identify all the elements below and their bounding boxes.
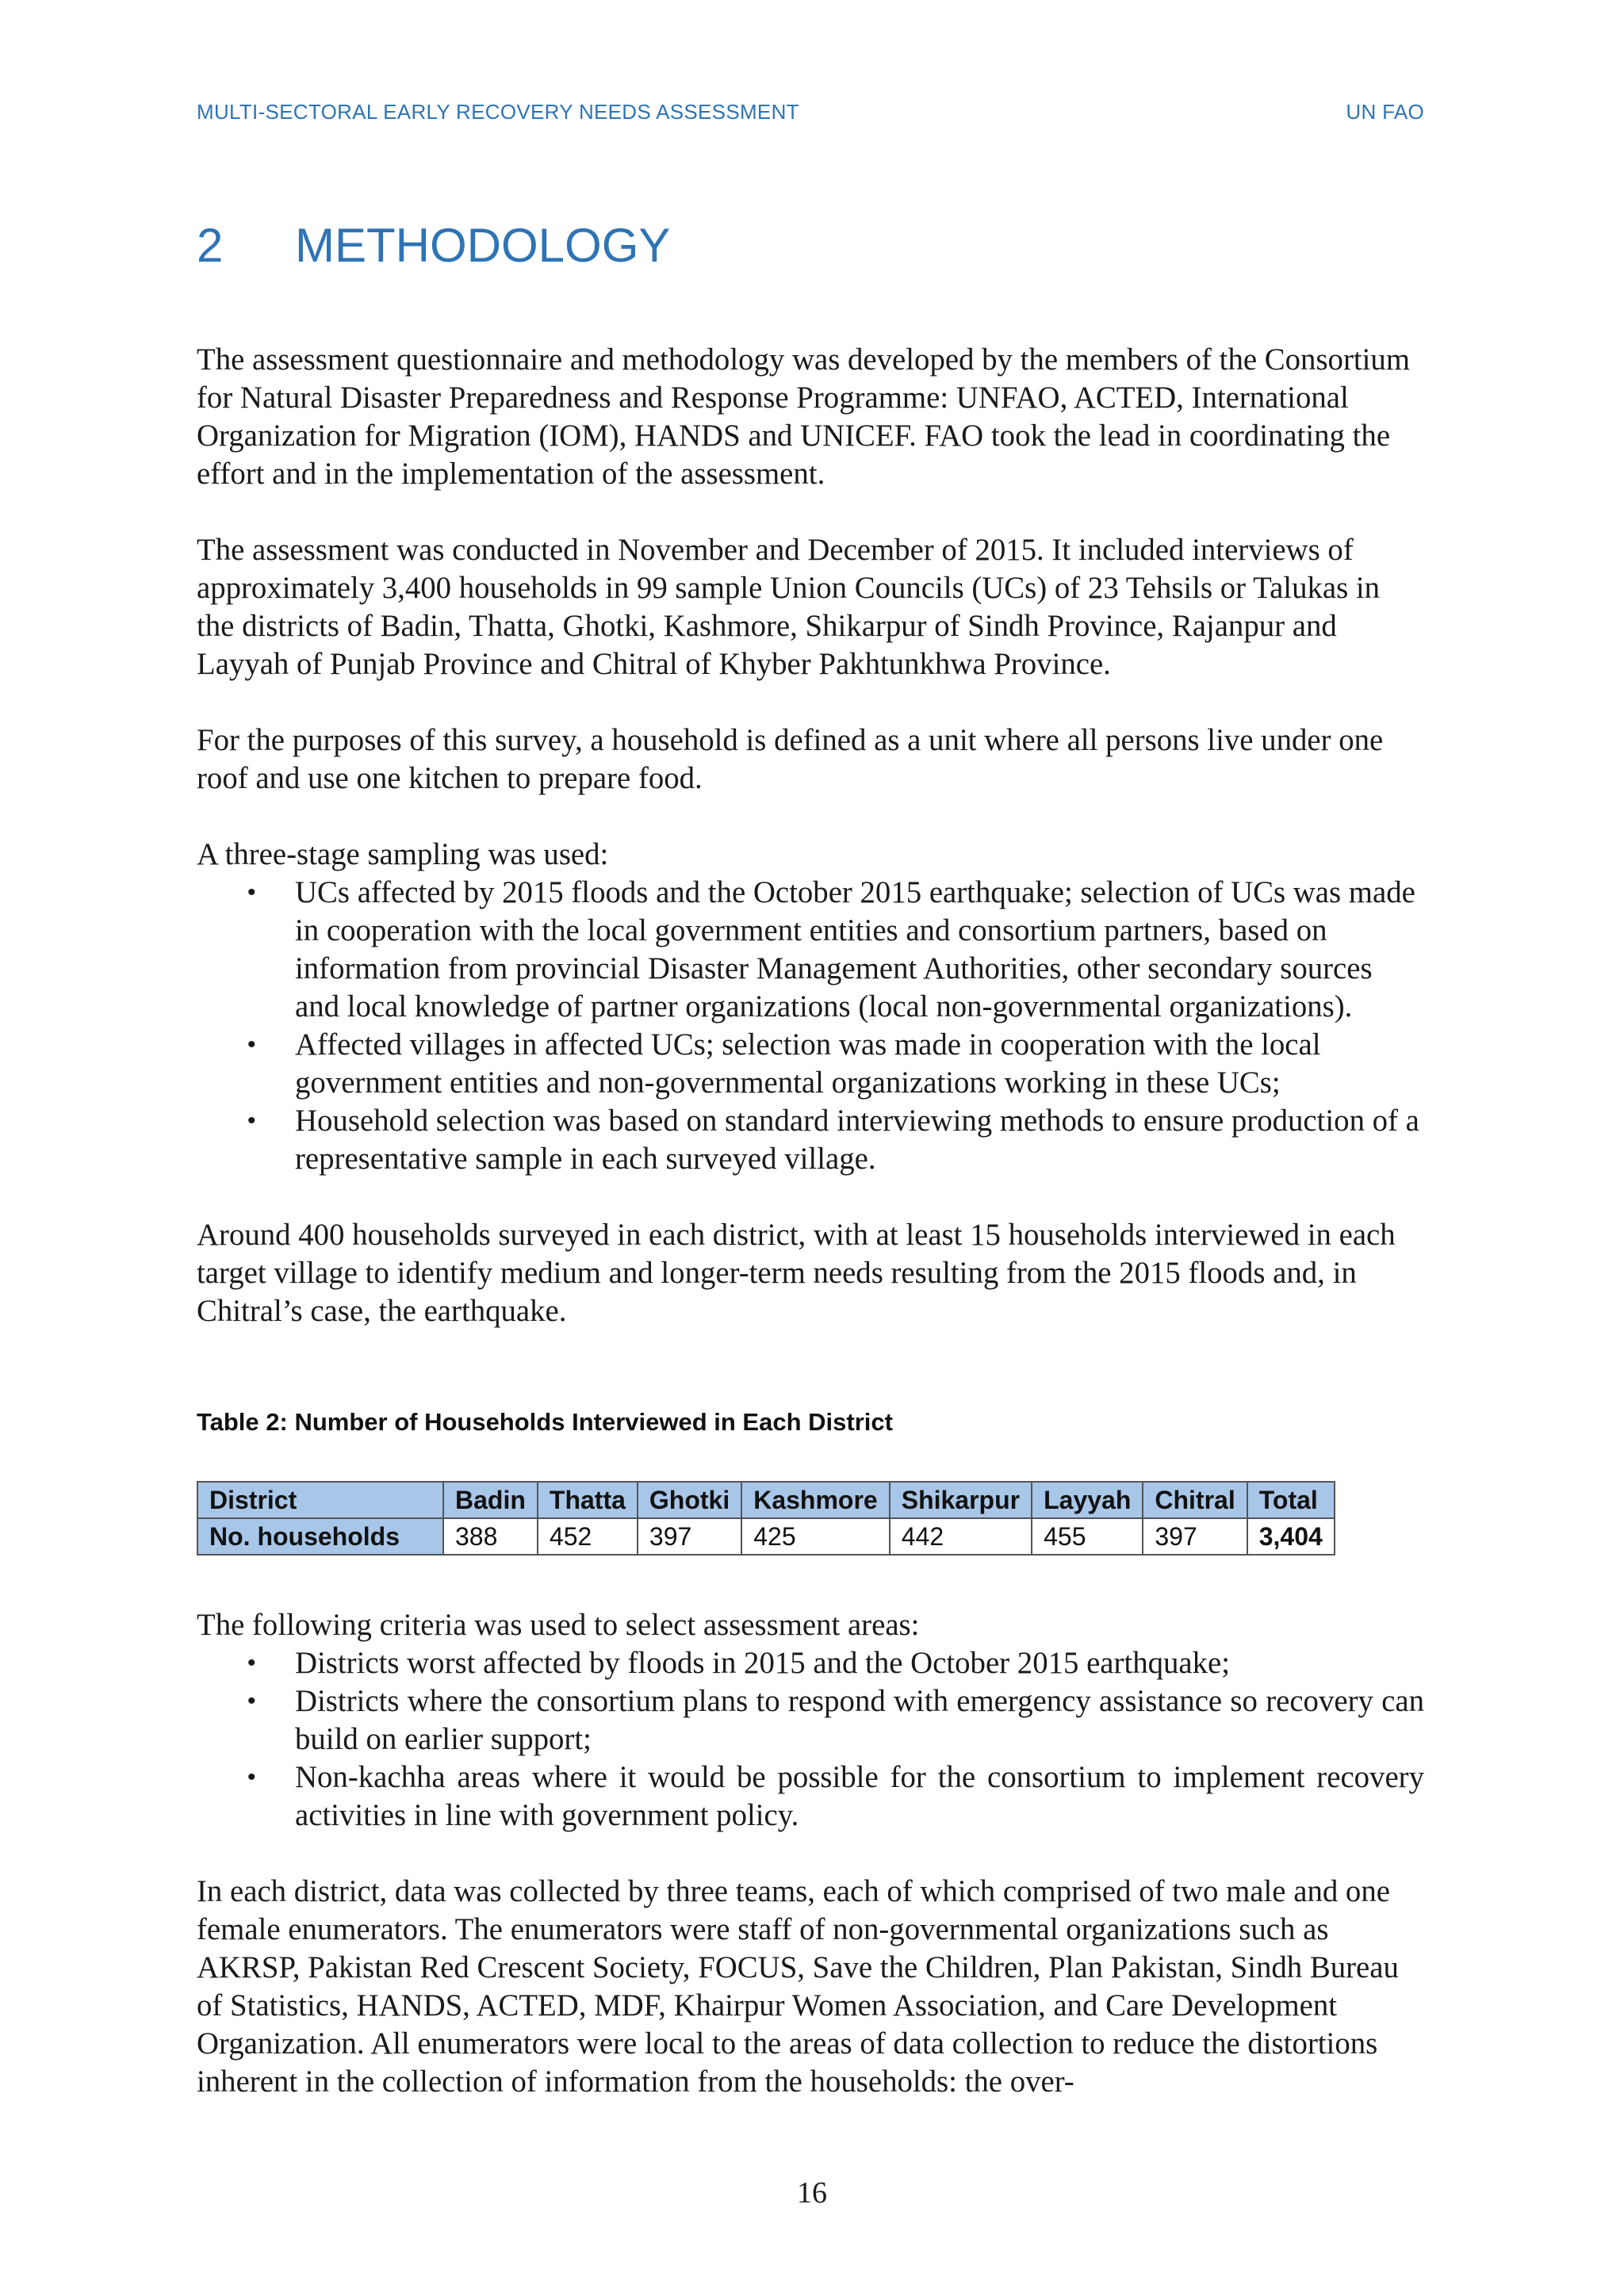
table-total-cell: 3,404 [1247,1518,1335,1555]
paragraph-survey-size: Around 400 households surveyed in each district, with at least 15 households interviewed in each target village to identify medium and longer-term needs resulting from the 2015 floods and, in Chitral’s case, the earthquake. [197,1218,1396,1328]
bullet-icon: • [247,1031,256,1058]
paragraph-data-collection: In each district, data was collected by three teams, each of which comprised of two male and one female enumerators. The enumerators were staff of non-governmental organizations such as AKRSP, Pakistan Red Crescent Society, FOCUS, Save the Children, Plan Pakistan, Sindh Bureau of Statistics, HANDS, ACTED, MDF, Khairpur Women Association, and Care Development Organization. All enumerators were local to the areas of data collection to reduce the distortions inherent in the collection of information from the households: the over- [197,1874,1399,2099]
table-row-label: No. households [197,1518,443,1555]
list-item-text: Non-kachha areas where it would be possible for the consortium to implement recovery activities in line with government policy. [295,1760,1424,1832]
running-header-org: UN FAO [1346,100,1424,124]
bullet-icon: • [247,1108,256,1134]
list-item [247,1026,1424,1102]
table-header-cell: Badin [443,1482,538,1518]
table-cell: 388 [443,1518,538,1555]
paragraph-sampling-intro: A three-stage sampling was used: [197,837,609,871]
list-item [247,1758,1424,1835]
paragraph-conduct: The assessment was conducted in November and December of 2015. It included interviews of approximately 3,400 households in 99 sample Union Councils (UCs) of 23 Tehsils or Talukas in the districts of Badin, Thatta, Ghotki, Kashmore, Shikarpur of Sindh Province, Rajanpur and Layyah of Punjab Province and Chitral of Khyber Pakhtunkhwa Province. [197,533,1381,681]
page-number: 16 [797,2176,827,2210]
bullet-icon: • [247,1764,256,1790]
table-caption: Table 2: Number of Households Interviewed in Each District [197,1408,893,1436]
bullet-icon: • [247,1688,256,1714]
running-header-title: MULTI-SECTORAL EARLY RECOVERY NEEDS ASSESSMENT [197,100,799,124]
section-heading [197,219,671,272]
list-item-text: Affected villages in affected UCs; selection was made in cooperation with the local government entities and non-governmental organizations working in these UCs; [295,1027,1321,1100]
table-header-cell: Chitral [1143,1482,1247,1518]
table-cell: 442 [890,1518,1032,1555]
table-header-cell: Layyah [1032,1482,1143,1518]
table-header-cell: Total [1247,1482,1335,1518]
table-cell: 425 [741,1518,890,1555]
households-table [197,1481,1335,1556]
section-title: METHODOLOGY [295,219,671,272]
criteria-list [197,1644,1424,1835]
table-cell: 455 [1032,1518,1143,1555]
table-header-cell: Thatta [538,1482,638,1518]
list-item [247,1682,1424,1758]
table-cell: 452 [538,1518,638,1555]
paragraph-consortium: The assessment questionnaire and methodology was developed by the members of the Consortium for Natural Disaster Preparedness and Response Programme: UNFAO, ACTED, International Organization for Migration (IOM), HANDS and UNICEF. FAO took the lead in coordinating the effort and in the implementation of the assessment. [197,342,1410,491]
body-text-upper [197,341,1424,1368]
list-item-text: Districts worst affected by floods in 2015 and the October 2015 earthquake; [295,1646,1231,1680]
bullet-icon: • [247,1650,256,1676]
table-header-cell: Shikarpur [890,1482,1032,1518]
table-cell: 397 [1143,1518,1247,1555]
list-item [247,1102,1424,1178]
list-item [247,874,1424,1026]
list-item [247,1644,1424,1682]
list-item-text: Districts where the consortium plans to respond with emergency assistance so recovery can build on earlier support; [295,1684,1424,1756]
bullet-icon: • [247,879,256,905]
paragraph-criteria-intro: The following criteria was used to select assessment areas: [197,1608,920,1642]
sampling-list [197,874,1424,1178]
table-header-cell: Ghotki [638,1482,741,1518]
table-header-cell: Kashmore [741,1482,890,1518]
body-text-lower [197,1606,1424,2101]
list-item-text: UCs affected by 2015 floods and the October 2015 earthquake; selection of UCs was made in cooperation with the local government entities and consortium partners, based on information from provincial Disaster Management Authorities, other secondary sources and local knowledge of partner organizations (local non-governmental organizations). [295,875,1415,1024]
table-row [197,1518,1335,1555]
table-cell: 397 [638,1518,741,1555]
paragraph-household-definition: For the purposes of this survey, a household is defined as a unit where all persons live under one roof and use one kitchen to prepare food. [197,723,1384,795]
table-header-cell: District [197,1482,443,1518]
list-item-text: Household selection was based on standard interviewing methods to ensure production of a representative sample in each surveyed village. [295,1104,1419,1176]
section-number: 2 [197,219,224,272]
table-header-row [197,1482,1335,1518]
